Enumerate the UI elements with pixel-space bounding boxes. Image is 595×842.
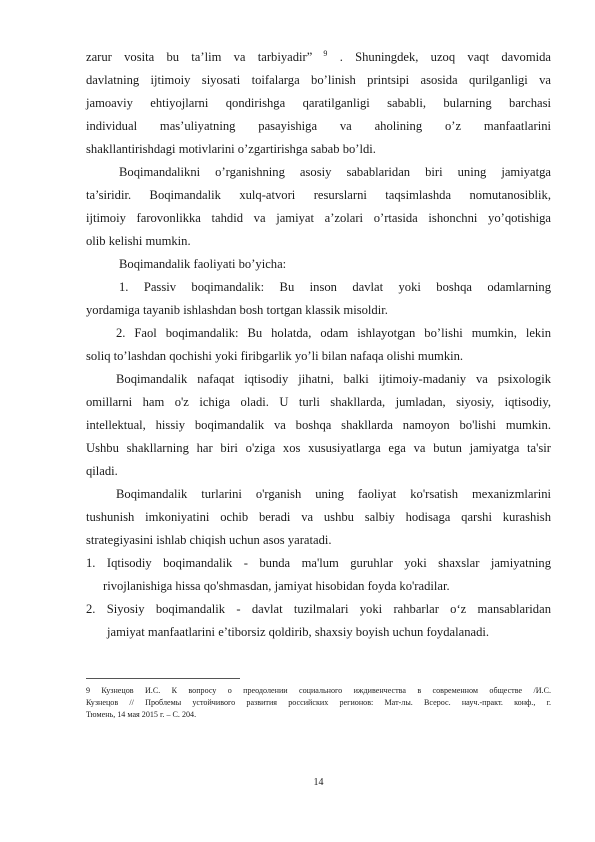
text-line: olib kelishi mumkin. <box>86 234 191 248</box>
text-line: Boqimandalikni o’rganishning asosiy sabablaridan biri uning jamiyatga <box>119 165 551 179</box>
text-line: 2. Faol boqimandalik: Bu holatda, odam ishlayotgan bo’lishi mumkin, lekin <box>116 326 551 340</box>
footnote-separator <box>86 678 240 679</box>
text-line: Boqimandalik turlarini o'rganish uning faoliyat ko'rsatish mexanizmlarini <box>116 487 551 501</box>
text-line: soliq to’lashdan qochishi yoki firibgarlik yo’li bilan nafaqa olishi mumkin. <box>86 349 464 363</box>
text-line: zarur vosita bu ta’lim va tarbiyadir” $^9$ . Shuningdek, uzoq vaqt davomida <box>86 49 551 64</box>
text-line: 1. Passiv boqimandalik: Bu inson davlat yoki boshqa odamlarning <box>119 280 551 294</box>
text-line: tushunish imkoniyatini ochib beradi va ushbu salbiy hodisaga qarshi kurashish <box>86 510 551 524</box>
text-line: omillarni ham o'z ichiga oladi. U turli shakllarda, jumladan, siyosiy, iqtisodiy, <box>86 395 551 409</box>
text-line: ijtimoiy farovonlikka tahdid va jamiyat a’zolari o’rtasida ishonchni yo’qotishiga <box>86 211 551 225</box>
footnote-ref: 9 <box>312 49 328 58</box>
text-line: intellektual, hissiy boqimandalik va boshqa shakllarda namoyon bo'lishi mumkin. <box>86 418 551 432</box>
text-line: Ushbu shakllarning har biri o'ziga xos xususiyatlarga ega va butun jamiyatga ta'sir <box>86 441 551 455</box>
text-line: Boqimandalik nafaqat iqtisodiy jihatni, balki ijtimoiy-madaniy va psixologik <box>116 372 551 386</box>
text-line: qiladi. <box>86 464 118 478</box>
footnote-line: Тюмень, 14 мая 2015 г. – С. 204. <box>86 710 197 719</box>
text-line: Boqimandalik faoliyati bo’yicha: <box>119 257 287 271</box>
text-line: jamiyat manfaatlarini e’tiborsiz qoldirib, shaxsiy boyish uchun foydalanadi. <box>107 625 490 639</box>
text-line: yordamiga tayanib ishlashdan bosh tortgan klassik misoldir. <box>86 303 388 317</box>
text-line: shakllantirishdagi motivlarini o’zgartirishga sabab bo’ldi. <box>86 142 376 156</box>
text-line: rivojlanishiga hissa qo'shmasdan, jamiyat hisobidan foyda ko'radilar. <box>103 579 450 593</box>
footnote-line: Кузнецов // Проблемы устойчивого развития российских регионов: Мат-лы. Всерос. науч.-практ. конф., г. <box>86 698 551 707</box>
text-line: davlatning ijtimoiy siyosati toifalarga bo’linish printsipi asosida qurilganligi va <box>86 73 551 87</box>
text-line: ta’siridir. Boqimandalik xulq-atvori resurslarni taqsimlashda nomutanosiblik, <box>86 188 551 202</box>
text-line: strategiyasini ishlab chiqish uchun asos yaratadi. <box>86 533 332 547</box>
text-line: 1. Iqtisodiy boqimandalik - bunda ma'lum guruhlar yoki shaxslar jamiyatning <box>86 556 551 570</box>
text-line: 2. Siyosiy boqimandalik - davlat tuzilmalari yoki rahbarlar o‘z mansablaridan <box>86 602 551 616</box>
footnote-line: 9 Кузнецов И.С. К вопросу о преодолении социального иждивенчества в современном обществе /И.С. <box>86 686 551 695</box>
text-line: individual mas’uliyatning pasayishiga va aholining o’z manfaatlarini <box>86 119 551 133</box>
page-number: 14 <box>313 777 324 788</box>
text-line: jamoaviy ehtiyojlarni qondirishga qaratilganligi sababli, bularning barchasi <box>86 96 551 110</box>
